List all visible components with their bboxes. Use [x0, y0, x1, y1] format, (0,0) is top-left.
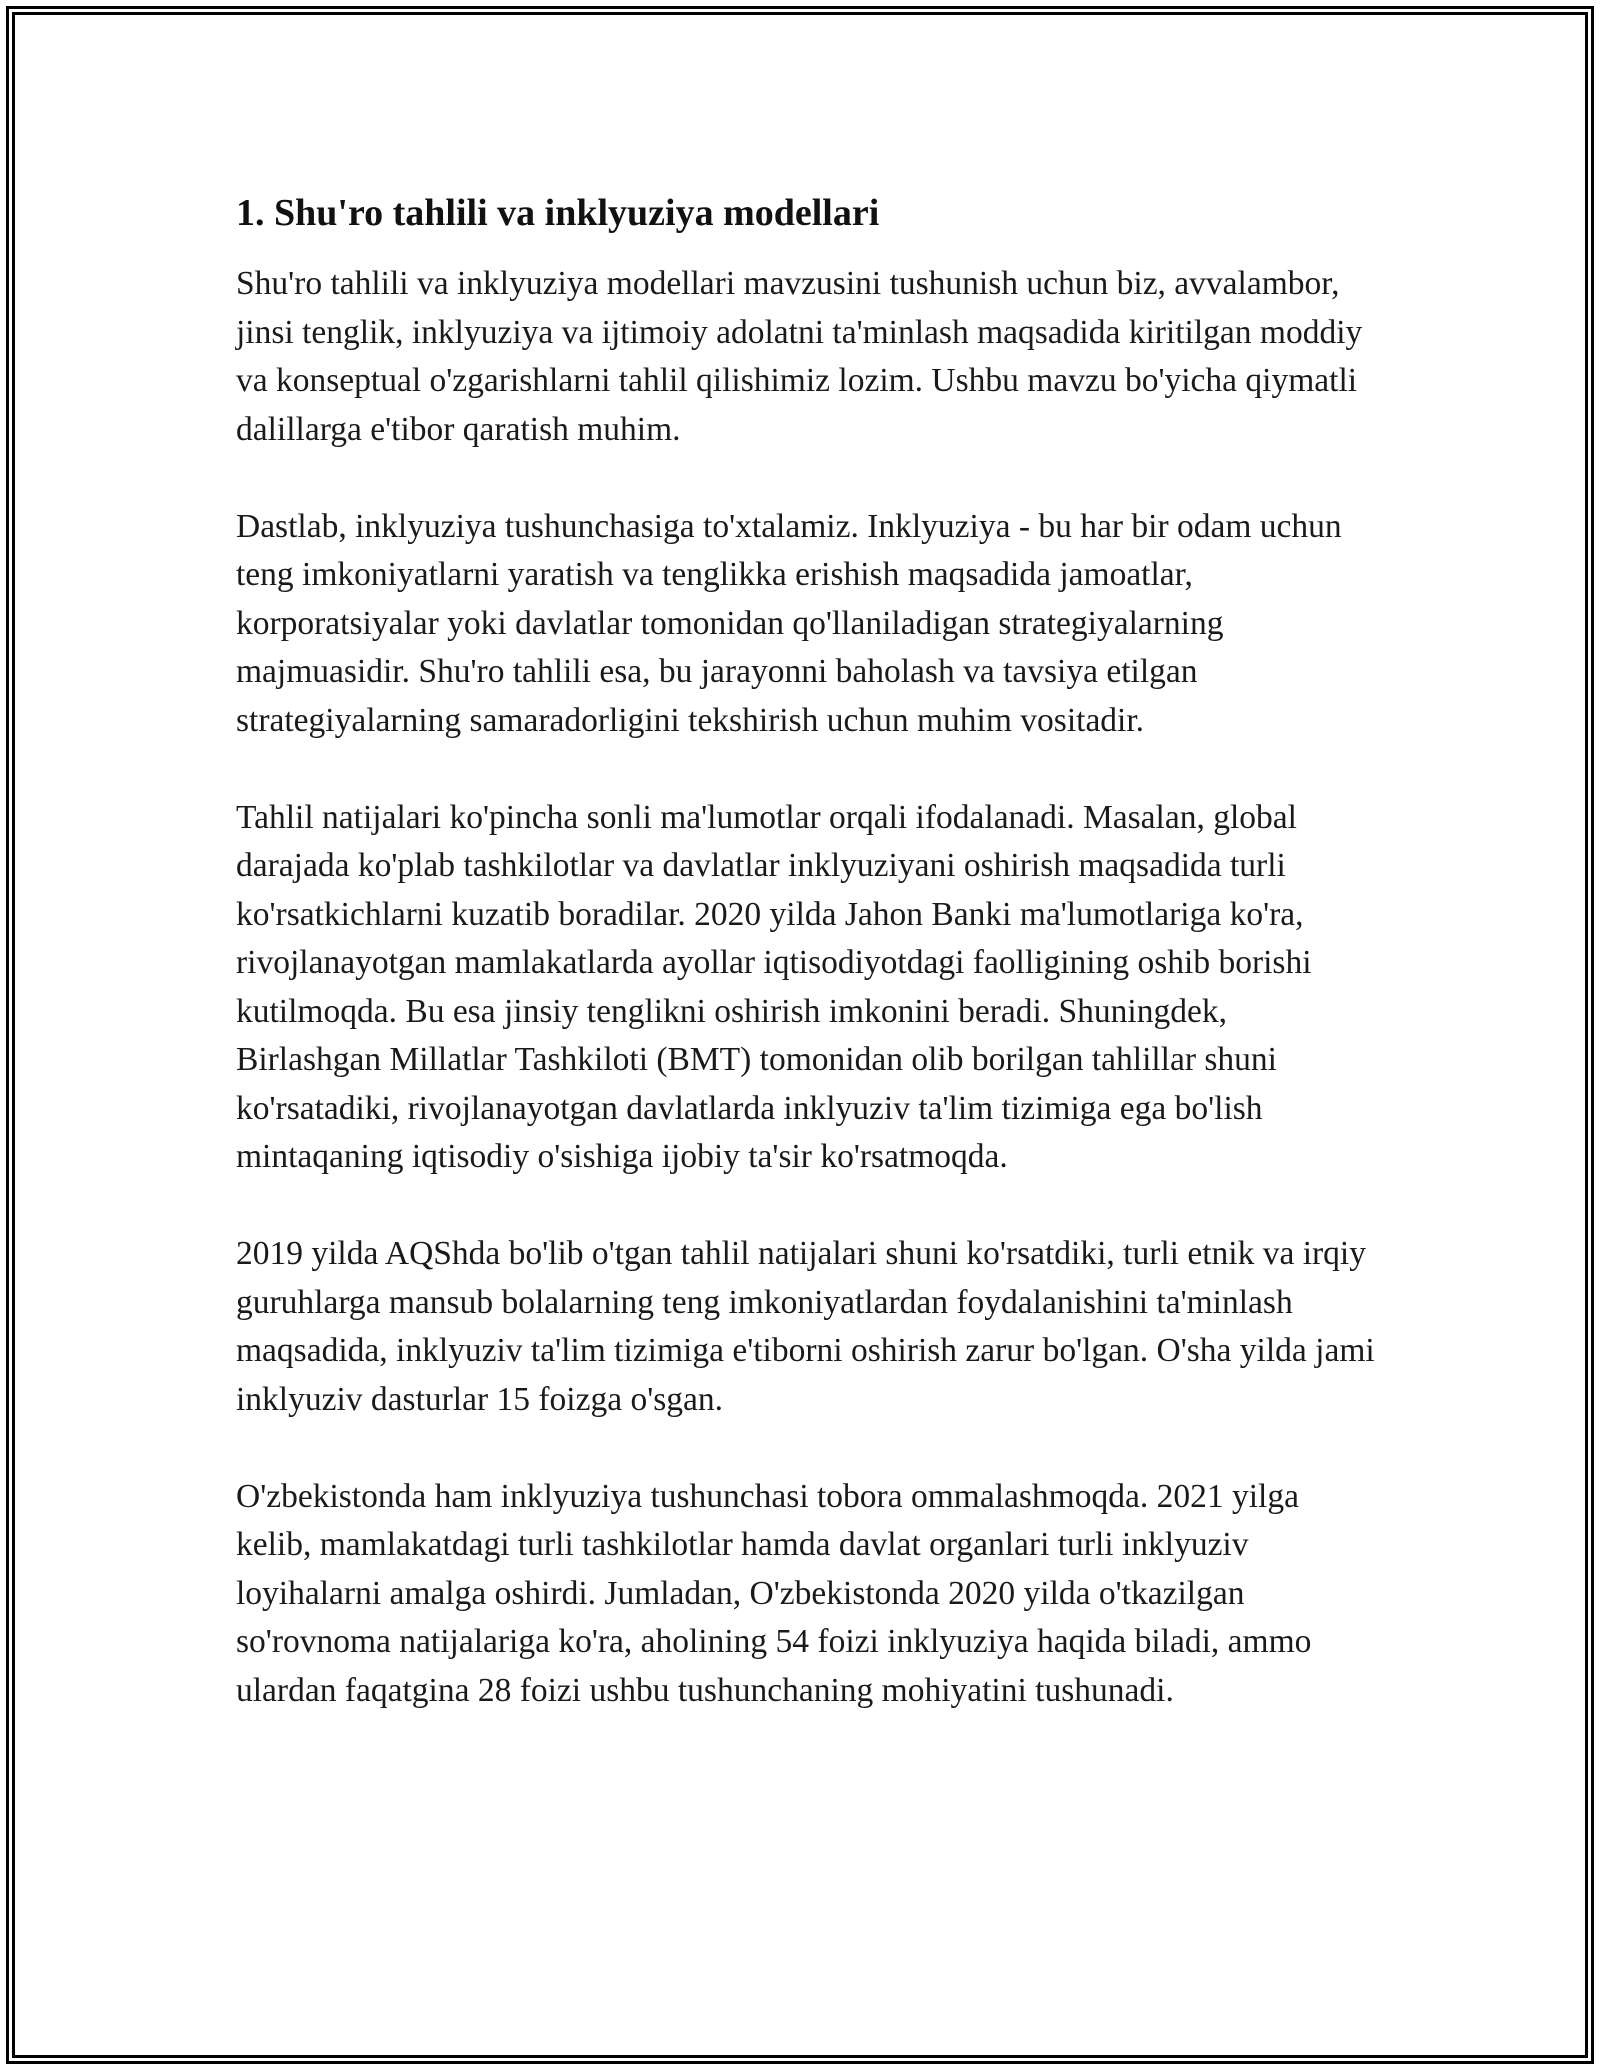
paragraph-3: Tahlil natijalari ko'pincha sonli ma'lumotlar orqali ifodalanadi. Masalan, global darajada ko'plab tashkilotlar va davlatlar inklyuziyani oshirish maqsadida turli ko'rsatkichlarni kuzatib boradilar. 2020 yilda Jahon Banki ma'lumotlariga ko'ra, rivojlanayotgan mamlakatlarda ayollar iqtisodiyotdagi faolligining oshib borishi kutilmoqda. Bu esa jinsiy tenglikni oshirish imkonini beradi. Shuningdek, Birlashgan Millatlar Tashkiloti (BMT) tomonidan olib borilgan tahlillar shuni ko'rsatadiki, rivojlanayotgan davlatlarda inklyuziv ta'lim tizimiga ega bo'lish mintaqaning iqtisodiy o'sishiga ijobiy ta'sir ko'rsatmoqda. [236, 798, 1312, 1175]
paragraph-4: 2019 yilda AQShda bo'lib o'tgan tahlil natijalari shuni ko'rsatdiki, turli etnik va irqiy guruhlarga mansub bolalarning teng imkoniyatlardan foydalanishini ta'minlash maqsadida, inklyuziv ta'lim tizimiga e'tiborni oshirish zarur bo'lgan. O'sha yilda jami inklyuziv dasturlar 15 foizga o'sgan. [236, 1235, 1375, 1418]
document-body [236, 188, 1376, 1764]
section-heading: 1. Shu'ro tahlili va inklyuziya modellari [236, 192, 880, 234]
paragraph-2: Dastlab, inklyuziya tushunchasiga to'xtalamiz. Inklyuziya - bu har bir odam uchun teng imkoniyatlarni yaratish va tenglikka erishish maqsadida jamoatlar, korporatsiyalar yoki davlatlar tomonidan qo'llaniladigan strategiyalarning majmuasidir. Shu'ro tahlili esa, bu jarayonni baholash va tavsiya etilgan strategiyalarning samaradorligini tekshirish uchun muhim vositadir. [236, 507, 1342, 739]
paragraph-1: Shu'ro tahlili va inklyuziya modellari mavzusini tushunish uchun biz, avvalambor, jinsi tenglik, inklyuziya va ijtimoiy adolatni ta'minlash maqsadida kiritilgan moddiy va konseptual o'zgarishlarni tahlil qilishimiz lozim. Ushbu mavzu bo'yicha qiymatli dalillarga e'tibor qaratish muhim. [236, 265, 1363, 448]
paragraph-5: O'zbekistonda ham inklyuziya tushunchasi tobora ommalashmoqda. 2021 yilga kelib, mamlakatdagi turli tashkilotlar hamda davlat organlari turli inklyuziv loyihalarni amalga oshirdi. Jumladan, O'zbekistonda 2020 yilda o'tkazilgan so'rovnoma natijalariga ko'ra, aholining 54 foizi inklyuziya haqida biladi, ammo ulardan faqatgina 28 foizi ushbu tushunchaning mohiyatini tushunadi. [236, 1477, 1312, 1709]
